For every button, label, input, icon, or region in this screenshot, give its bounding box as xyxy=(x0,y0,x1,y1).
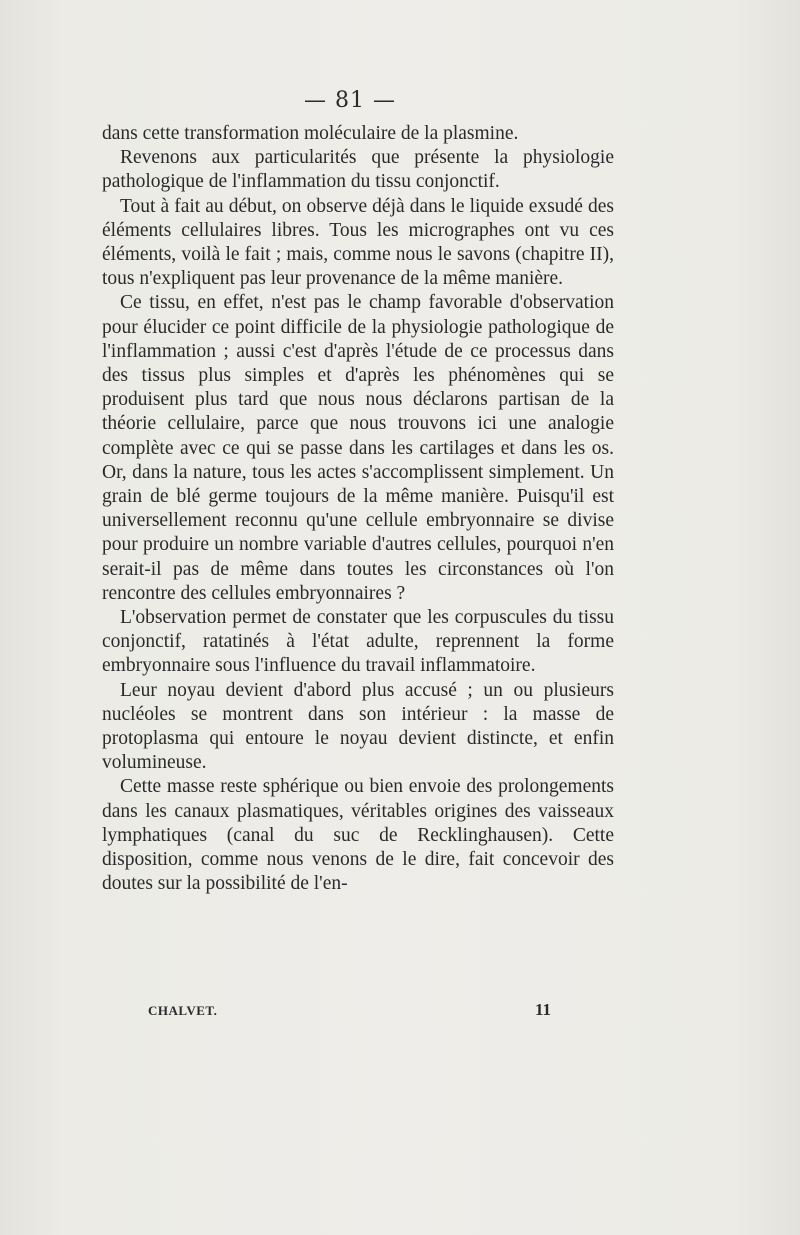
sheet-number: 11 xyxy=(535,1000,552,1019)
paragraph-2: Revenons aux particularités que présente la physiologie pathologique de l'inflammation du tissu conjonctif. xyxy=(102,147,614,193)
paragraph-1: dans cette transformation moléculaire de la plasmine. xyxy=(102,123,519,144)
paragraph-5: L'observation permet de constater que les corpuscules du tissu conjonctif, ratatinés à l'état adulte, reprennent la forme embryonnaire sous l'influence du travail inflammatoire. xyxy=(102,607,614,677)
page-number-header: — 81 — xyxy=(304,88,396,113)
printer-signature: CHALVET. xyxy=(148,1003,218,1018)
paragraph-7: Cette masse reste sphérique ou bien envoie des prolongements dans les canaux plasmatiques, véritables origines des vaisseaux lymphatiques (canal du suc de Recklinghausen). Cette disposition, comme nous venons de le dire, fait concevoir des doutes sur la possibilité de l'en- xyxy=(102,776,614,895)
body-text xyxy=(102,122,614,897)
paragraph-6: Leur noyau devient d'abord plus accusé ; un ou plusieurs nucléoles se montrent dans son intérieur : la masse de protoplasma qui entoure le noyau devient distincte, et enfin volumineuse. xyxy=(102,679,614,774)
paragraph-4: Ce tissu, en effet, n'est pas le champ favorable d'observation pour élucider ce point difficile de la physiologie pathologique de l'inflammation ; aussi c'est d'après l'étude de ce processus dans des tissus plus simples et d'après les phénomènes qui se produisent plus tard que nous nous déclarons partisan de la théorie cellulaire, parce que nous trouvons ici une analogie complète avec ce qui se passe dans les cartilages et dans les os. Or, dans la nature, tous les actes s'accomplissent simplement. Un grain de blé germe toujours de la même manière. Puisqu'il est universellement reconnu qu'une cellule embryonnaire se divise pour produire un nombre variable d'autres cellules, pourquoi n'en serait-il pas de même dans toutes les circonstances où l'on rencontre des cellules embryonnaires ? xyxy=(102,292,614,604)
paragraph-3: Tout à fait au début, on observe déjà dans le liquide exsudé des éléments cellulaires libres. Tous les micrographes ont vu ces éléments, voilà le fait ; mais, comme nous le savons (chapitre II), tous n'expliquent pas leur provenance de la même manière. xyxy=(102,195,614,290)
